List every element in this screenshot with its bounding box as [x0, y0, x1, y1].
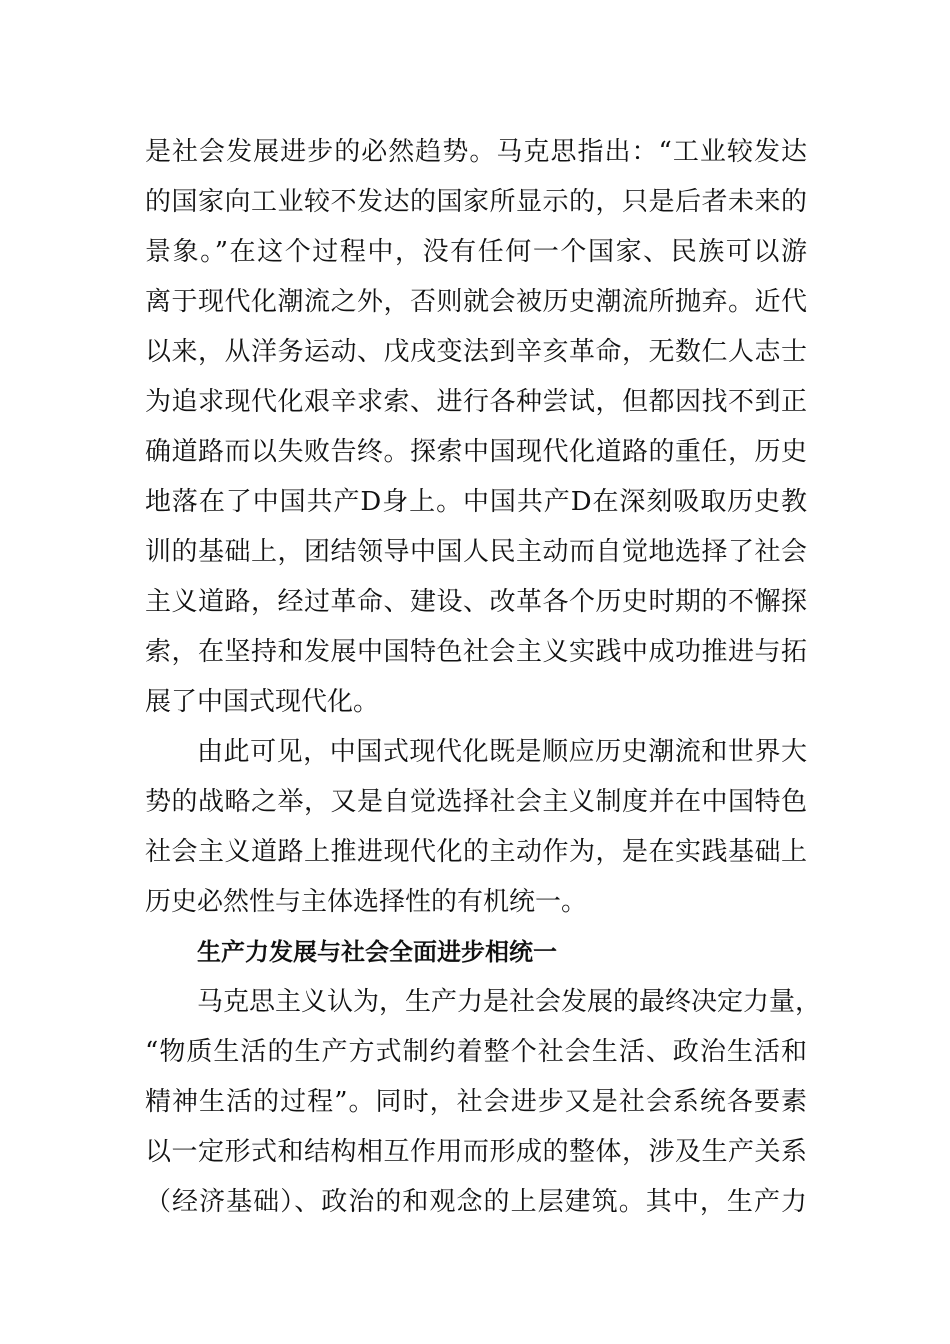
paragraph-line: 马克思主义认为，生产力是社会发展的最终决定力量， [197, 987, 822, 1017]
paragraph-line: 以一定形式和结构相互作用而形成的整体，涉及生产关系 [145, 1137, 807, 1167]
paragraph-line: 是社会发展进步的必然趋势。马克思指出：“工业较发达 [145, 137, 807, 167]
section-heading: 生产力发展与社会全面进步相统一 [197, 938, 557, 966]
paragraph-line: 地落在了中国共产D身上。中国共产D在深刻吸取历史教 [145, 487, 807, 517]
paragraph-line: 索，在坚持和发展中国特色社会主义实践中成功推进与拓 [145, 637, 807, 667]
paragraph-line: 展了中国式现代化。 [145, 687, 380, 717]
paragraph-line: 离于现代化潮流之外，否则就会被历史潮流所抛弃。近代 [145, 287, 807, 317]
paragraph-line: 历史必然性与主体选择性的有机统一。 [145, 887, 588, 917]
paragraph-line: 为追求现代化艰辛求索、进行各种尝试，但都因找不到正 [145, 387, 807, 417]
paragraph-line: 主义道路，经过革命、建设、改革各个历史时期的不懈探 [145, 587, 807, 617]
paragraph-line: 势的战略之举，又是自觉选择社会主义制度并在中国特色 [145, 787, 807, 817]
paragraph-line: 景象。”在这个过程中，没有任何一个国家、民族可以游 [145, 237, 807, 267]
paragraph-line: 确道路而以失败告终。探索中国现代化道路的重任，历史 [145, 437, 807, 467]
paragraph-line: 的国家向工业较不发达的国家所显示的，只是后者未来的 [145, 187, 807, 217]
paragraph-line: （经济基础）、政治的和观念的上层建筑。其中，生产力 [145, 1187, 807, 1217]
paragraph-line: 由此可见，中国式现代化既是顺应历史潮流和世界大 [197, 737, 807, 767]
paragraph-line: 训的基础上，团结领导中国人民主动而自觉地选择了社会 [145, 537, 807, 567]
paragraph-line: “物质生活的生产方式制约着整个社会生活、政治生活和 [145, 1037, 807, 1067]
paragraph-line: 精神生活的过程”。同时，社会进步又是社会系统各要素 [145, 1087, 807, 1117]
paragraph-line: 以来，从洋务运动、戊戌变法到辛亥革命，无数仁人志士 [145, 337, 807, 367]
paragraph-line: 社会主义道路上推进现代化的主动作为，是在实践基础上 [145, 837, 807, 867]
